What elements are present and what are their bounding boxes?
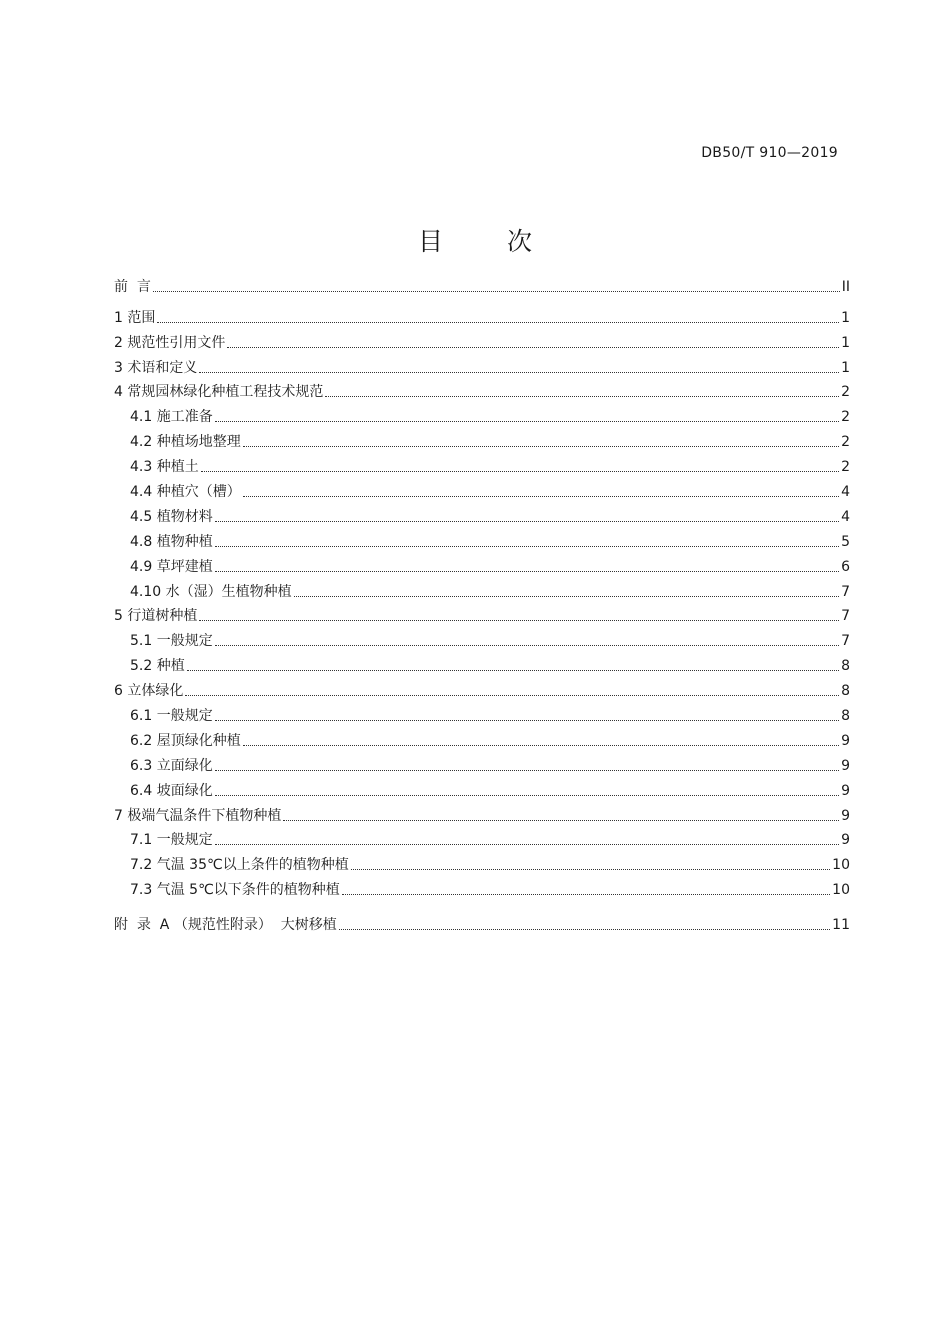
toc-entry-label: 5.1 一般规定	[130, 633, 213, 650]
toc-entry[interactable]	[114, 750, 850, 775]
toc-entry[interactable]	[114, 849, 850, 874]
toc-entry-label: 3 术语和定义	[114, 359, 198, 376]
toc-entry-page: 7	[841, 608, 850, 625]
toc-dot-leader	[215, 844, 839, 845]
toc-dot-leader	[215, 546, 839, 547]
toc-dot-leader	[243, 745, 839, 746]
toc-dot-leader	[342, 894, 830, 895]
toc-entry-label: 7.1 一般规定	[130, 832, 213, 849]
toc-entry-page: 1	[841, 309, 850, 326]
toc-entry-label: 1 范围	[114, 309, 156, 326]
toc-entry-page: 10	[832, 857, 850, 874]
toc-entry-label: 附 录 A （规范性附录） 大树移植	[114, 917, 337, 934]
toc-entry-label: 4.1 施工准备	[130, 409, 213, 426]
toc-entry-page: 7	[841, 583, 850, 600]
toc-entry-page: 9	[841, 782, 850, 799]
toc-entry[interactable]	[114, 650, 850, 675]
toc-dot-leader	[227, 347, 839, 348]
toc-entry-label: 前 言	[114, 278, 151, 295]
toc-dot-leader	[283, 820, 839, 821]
toc-entry-label: 6.3 立面绿化	[130, 757, 213, 774]
toc-entry-page: 1	[841, 334, 850, 351]
toc-entry[interactable]	[114, 874, 850, 899]
toc-entry-page: 11	[832, 917, 850, 934]
toc-entry-label: 6.4 坡面绿化	[130, 782, 213, 799]
toc-dot-leader	[157, 322, 839, 323]
toc-dot-leader	[215, 770, 839, 771]
toc-dot-leader	[294, 596, 839, 597]
toc-dot-leader	[243, 496, 839, 497]
toc-entry-page: 7	[841, 633, 850, 650]
toc-entry[interactable]	[114, 625, 850, 650]
toc-dot-leader	[199, 372, 839, 373]
toc-dot-leader	[187, 670, 839, 671]
toc-entry-label: 6.1 一般规定	[130, 708, 213, 725]
toc-dot-leader	[215, 645, 839, 646]
toc-entry-label: 5 行道树种植	[114, 608, 198, 625]
toc-entry-label: 5.2 种植	[130, 658, 185, 675]
toc-dot-leader	[215, 521, 839, 522]
toc-dot-leader	[215, 421, 839, 422]
toc-entry-page: 2	[841, 409, 850, 426]
toc-entry-page: 2	[841, 384, 850, 401]
toc-dot-leader	[243, 446, 839, 447]
toc-dot-leader	[185, 695, 839, 696]
toc-dot-leader	[339, 929, 830, 930]
toc-entry-label: 4.3 种植土	[130, 459, 199, 476]
toc-entry[interactable]	[114, 271, 850, 296]
toc-entry[interactable]	[114, 775, 850, 800]
toc-entry[interactable]	[114, 501, 850, 526]
toc-entry-page: 9	[841, 832, 850, 849]
toc-entry-page: II	[841, 278, 850, 295]
toc-entry-page: 4	[841, 508, 850, 525]
toc-entry-page: 9	[841, 732, 850, 749]
toc-entry-label: 4.10 水（湿）生植物种植	[130, 583, 292, 600]
toc-entry[interactable]	[114, 476, 850, 501]
toc-dot-leader	[215, 720, 839, 721]
toc-entry-page: 8	[841, 708, 850, 725]
toc-entry-label: 6.2 屋顶绿化种植	[130, 732, 241, 749]
toc-entry-label: 6 立体绿化	[114, 683, 184, 700]
toc-entry-label: 7.2 气温 35℃以上条件的植物种植	[130, 857, 349, 874]
table-of-contents	[114, 271, 850, 934]
toc-entry[interactable]	[114, 800, 850, 825]
toc-entry[interactable]	[114, 426, 850, 451]
toc-entry-label: 2 规范性引用文件	[114, 334, 226, 351]
toc-entry-label: 4.5 植物材料	[130, 508, 213, 525]
toc-dot-leader	[199, 620, 839, 621]
toc-entry-label: 7 极端气温条件下植物种植	[114, 807, 282, 824]
toc-entry-label: 4 常规园林绿化种植工程技术规范	[114, 384, 324, 401]
toc-entry-label: 4.2 种植场地整理	[130, 434, 241, 451]
toc-entry-page: 2	[841, 459, 850, 476]
toc-dot-leader	[215, 795, 839, 796]
toc-entry[interactable]	[114, 551, 850, 576]
toc-entry-page: 1	[841, 359, 850, 376]
toc-entry-page: 8	[841, 683, 850, 700]
toc-entry[interactable]	[114, 601, 850, 626]
toc-entry[interactable]	[114, 327, 850, 352]
toc-entry-page: 8	[841, 658, 850, 675]
toc-entry-page: 9	[841, 807, 850, 824]
toc-entry-page: 2	[841, 434, 850, 451]
toc-entry[interactable]	[114, 825, 850, 850]
toc-entry-label: 4.8 植物种植	[130, 533, 213, 550]
toc-entry[interactable]	[114, 401, 850, 426]
toc-entry[interactable]	[114, 700, 850, 725]
toc-entry-page: 5	[841, 533, 850, 550]
toc-entry-label: 7.3 气温 5℃以下条件的植物种植	[130, 882, 340, 899]
toc-entry[interactable]	[114, 352, 850, 377]
toc-entry-label: 4.4 种植穴（槽）	[130, 484, 241, 501]
toc-dot-leader	[153, 291, 840, 292]
toc-entry[interactable]	[114, 526, 850, 551]
toc-entry-page: 6	[841, 558, 850, 575]
toc-dot-leader	[201, 471, 839, 472]
toc-dot-leader	[215, 571, 839, 572]
toc-entry[interactable]	[114, 909, 850, 934]
toc-title: 目 次	[418, 227, 560, 256]
toc-entry[interactable]	[114, 725, 850, 750]
toc-entry[interactable]	[114, 576, 850, 601]
toc-dot-leader	[351, 869, 830, 870]
toc-entry-label: 4.9 草坪建植	[130, 558, 213, 575]
toc-dot-leader	[325, 396, 839, 397]
toc-entry[interactable]	[114, 451, 850, 476]
toc-entry[interactable]	[114, 675, 850, 700]
toc-entry[interactable]	[114, 377, 850, 402]
toc-entry[interactable]	[114, 302, 850, 327]
document-code: DB50/T 910—2019	[701, 145, 838, 161]
toc-entry-page: 10	[832, 882, 850, 899]
toc-entry-page: 9	[841, 757, 850, 774]
toc-entry-page: 4	[841, 484, 850, 501]
